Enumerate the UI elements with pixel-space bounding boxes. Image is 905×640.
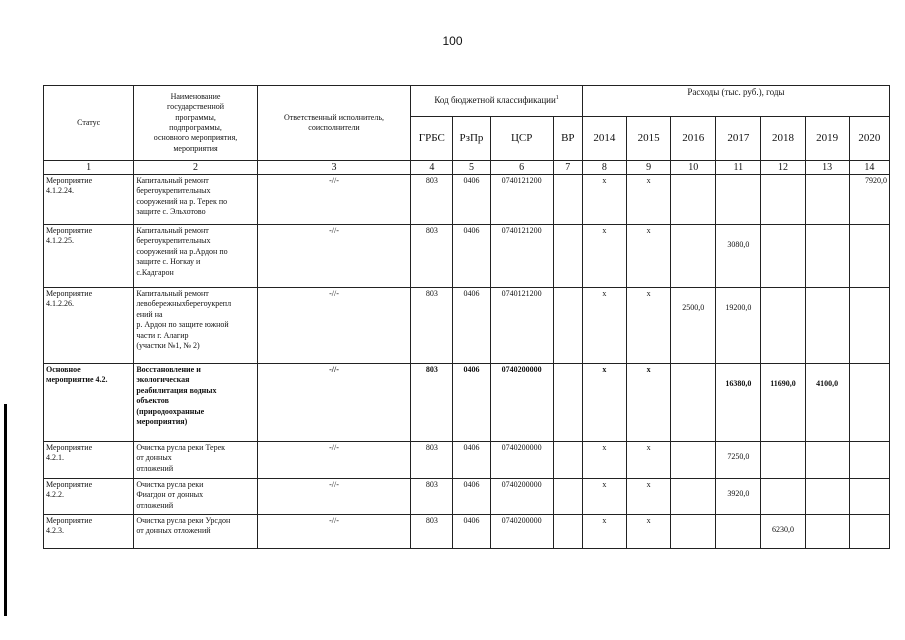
column-number: 14 [849, 161, 889, 175]
grbs-cell: 803 [411, 479, 453, 515]
year-cell-2019 [805, 442, 849, 479]
year-cell-2016 [671, 175, 716, 225]
year-cell-2018 [761, 225, 805, 288]
csr-cell: 0740200000 [490, 515, 553, 549]
executor-cell: -//- [257, 175, 411, 225]
executor-cell: -//- [257, 479, 411, 515]
name-cell: Очистка русла реки Урсдон от донных отложений [134, 515, 257, 549]
year-cell-2020 [849, 225, 889, 288]
grbs-cell: 803 [411, 175, 453, 225]
name-header: Наименование государственной программы, подпрограммы, основного мероприятия, мероприятия [134, 86, 257, 161]
year-cell-2016: 2500,0 [671, 288, 716, 364]
scan-margin-bar [4, 404, 7, 616]
column-number: 8 [582, 161, 626, 175]
budget-code-header: Код бюджетной классификации$^1$ [411, 86, 583, 117]
executor-cell: -//- [257, 442, 411, 479]
year-cell-2015: x [627, 442, 671, 479]
status-cell: Мероприятие 4.1.2.25. [44, 225, 134, 288]
column-number-row [44, 161, 890, 175]
vr-cell [553, 225, 582, 288]
year-cell-2016 [671, 515, 716, 549]
year-cell-2015: x [627, 225, 671, 288]
expenses-header: Расходы (тыс. руб.), годы [582, 86, 889, 117]
name-cell: Капитальный ремонт левобережныхберегоукрепл ений на р. Ардон по защите южной части г. Алагир (участки №1, № 2) [134, 288, 257, 364]
table-row [44, 175, 890, 225]
grbs-header: ГРБС [411, 117, 453, 161]
column-number: 12 [761, 161, 805, 175]
rzpr-cell: 0406 [453, 515, 490, 549]
rzpr-header: РзПр [453, 117, 490, 161]
year-cell-2020 [849, 515, 889, 549]
year-cell-2020 [849, 364, 889, 442]
executor-cell: -//- [257, 364, 411, 442]
name-cell: Капитальный ремонт берегоукрепительных сооружений на р.Ардон по защите с. Ногкау и с.Кадгарон [134, 225, 257, 288]
year-cell-2020: 7920,0 [849, 175, 889, 225]
year-cell-2017: 3920,0 [716, 479, 761, 515]
year-header: 2018 [761, 117, 805, 161]
table-row [44, 364, 890, 442]
status-header: Статус [44, 86, 134, 161]
year-cell-2020 [849, 442, 889, 479]
csr-header: ЦСР [490, 117, 553, 161]
year-cell-2019 [805, 175, 849, 225]
year-cell-2014: x [582, 225, 626, 288]
year-cell-2018 [761, 479, 805, 515]
year-cell-2015: x [627, 364, 671, 442]
status-cell: Мероприятие 4.2.1. [44, 442, 134, 479]
rzpr-cell: 0406 [453, 288, 490, 364]
vr-cell [553, 442, 582, 479]
vr-header: ВР [553, 117, 582, 161]
vr-cell [553, 288, 582, 364]
column-number: 7 [553, 161, 582, 175]
column-number: 3 [257, 161, 411, 175]
year-cell-2015: x [627, 479, 671, 515]
grbs-cell: 803 [411, 288, 453, 364]
year-cell-2019 [805, 515, 849, 549]
rzpr-cell: 0406 [453, 175, 490, 225]
year-cell-2018 [761, 442, 805, 479]
year-cell-2016 [671, 442, 716, 479]
status-cell: Мероприятие 4.1.2.24. [44, 175, 134, 225]
column-number: 9 [627, 161, 671, 175]
column-number: 13 [805, 161, 849, 175]
year-header: 2020 [849, 117, 889, 161]
column-number: 1 [44, 161, 134, 175]
csr-cell: 0740121200 [490, 288, 553, 364]
csr-cell: 0740200000 [490, 442, 553, 479]
year-cell-2014: x [582, 479, 626, 515]
executor-cell: -//- [257, 225, 411, 288]
year-cell-2018: 11690,0 [761, 364, 805, 442]
csr-cell: 0740200000 [490, 364, 553, 442]
year-cell-2015: x [627, 515, 671, 549]
year-cell-2017: 3080,0 [716, 225, 761, 288]
year-cell-2020 [849, 288, 889, 364]
year-header: 2016 [671, 117, 716, 161]
executor-header: Ответственный исполнитель, соисполнители [257, 86, 411, 161]
year-cell-2017: 16380,0 [716, 364, 761, 442]
grbs-cell: 803 [411, 515, 453, 549]
year-header: 2014 [582, 117, 626, 161]
year-cell-2015: x [627, 175, 671, 225]
name-cell: Восстановление и экологическая реабилитация водных объектов (природоохранные мероприятия) [134, 364, 257, 442]
year-header: 2015 [627, 117, 671, 161]
year-cell-2019 [805, 288, 849, 364]
name-cell: Капитальный ремонт берегоукрепительных сооружений на р. Терек по защите с. Эльхотово [134, 175, 257, 225]
table-row [44, 515, 890, 549]
year-cell-2014: x [582, 364, 626, 442]
page-number: 100 [442, 34, 463, 48]
year-cell-2016 [671, 479, 716, 515]
column-number: 11 [716, 161, 761, 175]
year-cell-2018 [761, 288, 805, 364]
csr-cell: 0740121200 [490, 225, 553, 288]
year-cell-2019 [805, 479, 849, 515]
status-cell: Основное мероприятие 4.2. [44, 364, 134, 442]
executor-cell: -//- [257, 515, 411, 549]
header-row [44, 86, 890, 117]
budget-table [43, 85, 890, 549]
table-row [44, 442, 890, 479]
year-cell-2014: x [582, 442, 626, 479]
name-cell: Очистка русла реки Фиагдон от донных отложений [134, 479, 257, 515]
vr-cell [553, 364, 582, 442]
year-cell-2014: x [582, 175, 626, 225]
column-number: 4 [411, 161, 453, 175]
vr-cell [553, 515, 582, 549]
year-cell-2017: 7250,0 [716, 442, 761, 479]
column-number: 5 [453, 161, 490, 175]
year-cell-2017: 19200,0 [716, 288, 761, 364]
csr-cell: 0740121200 [490, 175, 553, 225]
table-row [44, 225, 890, 288]
column-number: 10 [671, 161, 716, 175]
year-cell-2020 [849, 479, 889, 515]
year-cell-2018: 6230,0 [761, 515, 805, 549]
year-cell-2016 [671, 364, 716, 442]
year-cell-2019: 4100,0 [805, 364, 849, 442]
grbs-cell: 803 [411, 442, 453, 479]
year-header: 2017 [716, 117, 761, 161]
grbs-cell: 803 [411, 225, 453, 288]
csr-cell: 0740200000 [490, 479, 553, 515]
year-header: 2019 [805, 117, 849, 161]
status-cell: Мероприятие 4.2.3. [44, 515, 134, 549]
table-row [44, 288, 890, 364]
year-cell-2017 [716, 515, 761, 549]
year-cell-2018 [761, 175, 805, 225]
year-cell-2017 [716, 175, 761, 225]
grbs-cell: 803 [411, 364, 453, 442]
year-cell-2016 [671, 225, 716, 288]
rzpr-cell: 0406 [453, 364, 490, 442]
year-cell-2019 [805, 225, 849, 288]
vr-cell [553, 479, 582, 515]
name-cell: Очистка русла реки Терек от донных отложений [134, 442, 257, 479]
column-number: 6 [490, 161, 553, 175]
year-cell-2014: x [582, 288, 626, 364]
rzpr-cell: 0406 [453, 225, 490, 288]
status-cell: Мероприятие 4.2.2. [44, 479, 134, 515]
year-cell-2015: x [627, 288, 671, 364]
executor-cell: -//- [257, 288, 411, 364]
vr-cell [553, 175, 582, 225]
year-cell-2014: x [582, 515, 626, 549]
rzpr-cell: 0406 [453, 442, 490, 479]
rzpr-cell: 0406 [453, 479, 490, 515]
status-cell: Мероприятие 4.1.2.26. [44, 288, 134, 364]
column-number: 2 [134, 161, 257, 175]
table-row [44, 479, 890, 515]
